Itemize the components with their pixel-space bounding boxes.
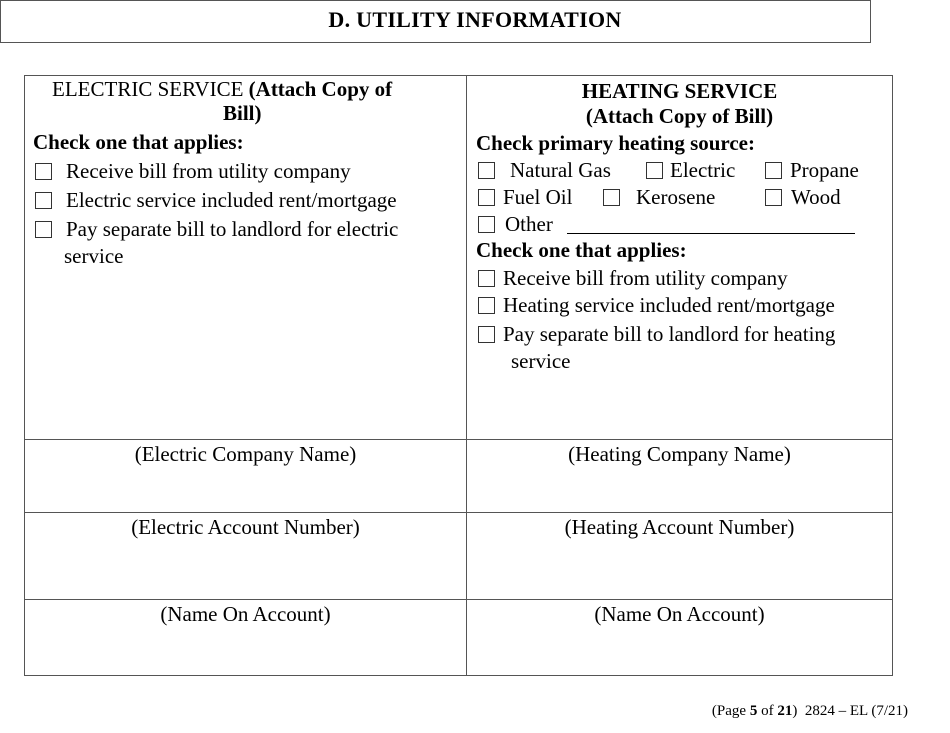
heating-source-natural-gas-checkbox[interactable] bbox=[478, 162, 495, 179]
electric-option-included-checkbox[interactable] bbox=[35, 192, 52, 209]
heating-source-kerosene-label: Kerosene bbox=[636, 185, 716, 209]
electric-heading-attach: (Attach Copy of bbox=[248, 77, 393, 101]
heating-heading: HEATING SERVICE bbox=[581, 79, 778, 103]
electric-option-separate-label-cont: service bbox=[64, 244, 124, 268]
section-title-box bbox=[0, 0, 871, 43]
heating-company-name-label: (Heating Company Name) bbox=[568, 442, 791, 466]
electric-heading bbox=[52, 77, 392, 101]
heating-source-other-label: Other bbox=[505, 212, 553, 236]
heating-name-on-account-label: (Name On Account) bbox=[594, 602, 765, 626]
heating-source-natural-gas-label: Natural Gas bbox=[510, 158, 611, 182]
heating-heading-attach: (Attach Copy of Bill) bbox=[585, 104, 774, 128]
electric-account-number-label: (Electric Account Number) bbox=[131, 515, 360, 539]
page-footer bbox=[712, 703, 908, 720]
heating-source-electric-label: Electric bbox=[670, 158, 736, 182]
electric-option-included-label: Electric service included rent/mortgage bbox=[66, 188, 397, 212]
heating-option-included-label: Heating service included rent/mortgage bbox=[503, 293, 835, 317]
electric-option-receive-checkbox[interactable] bbox=[35, 163, 52, 180]
section-title: D. UTILITY INFORMATION bbox=[328, 7, 622, 32]
column-divider bbox=[466, 75, 467, 676]
footer-form-id: 2824 – EL (7/21) bbox=[804, 703, 908, 719]
heating-source-other-checkbox[interactable] bbox=[478, 216, 495, 233]
electric-check-label: Check one that applies: bbox=[33, 130, 244, 154]
heating-option-separate-label: Pay separate bill to landlord for heating bbox=[503, 322, 836, 346]
electric-option-separate-label: Pay separate bill to landlord for electric bbox=[66, 217, 399, 241]
heating-source-label: Check primary heating source: bbox=[476, 131, 755, 155]
heating-option-separate-label-cont: service bbox=[511, 349, 571, 373]
heating-source-propane-label: Propane bbox=[790, 158, 859, 182]
heating-account-number-label: (Heating Account Number) bbox=[564, 515, 795, 539]
heating-source-wood-label: Wood bbox=[791, 185, 841, 209]
footer-page-prefix: (Page bbox=[711, 703, 750, 719]
row-divider-account bbox=[24, 512, 893, 513]
electric-company-name-label: (Electric Company Name) bbox=[134, 442, 357, 466]
heating-source-other-field[interactable] bbox=[567, 215, 855, 234]
electric-option-separate-checkbox[interactable] bbox=[35, 221, 52, 238]
heating-check-label: Check one that applies: bbox=[476, 238, 687, 262]
row-divider-company bbox=[24, 439, 893, 440]
footer-page-suffix: ) bbox=[792, 703, 798, 719]
footer-page-of: of bbox=[757, 703, 778, 719]
footer-page-total: 21 bbox=[777, 703, 793, 719]
electric-heading-bill: Bill) bbox=[223, 101, 262, 125]
heating-source-propane-checkbox[interactable] bbox=[765, 162, 782, 179]
heating-source-fuel-oil-label: Fuel Oil bbox=[503, 185, 573, 209]
heating-option-separate-checkbox[interactable] bbox=[478, 326, 495, 343]
heating-option-receive-checkbox[interactable] bbox=[478, 270, 495, 287]
heating-source-fuel-oil-checkbox[interactable] bbox=[478, 189, 495, 206]
heating-option-receive-label: Receive bill from utility company bbox=[503, 266, 788, 290]
heating-option-included-checkbox[interactable] bbox=[478, 297, 495, 314]
electric-option-receive-label: Receive bill from utility company bbox=[66, 159, 351, 183]
row-divider-name bbox=[24, 599, 893, 600]
electric-heading-title: ELECTRIC SERVICE bbox=[52, 77, 249, 101]
heating-source-kerosene-checkbox[interactable] bbox=[603, 189, 620, 206]
footer-page-number: 5 bbox=[749, 703, 758, 719]
electric-name-on-account-label: (Name On Account) bbox=[160, 602, 331, 626]
heating-source-wood-checkbox[interactable] bbox=[765, 189, 782, 206]
heating-source-electric-checkbox[interactable] bbox=[646, 162, 663, 179]
